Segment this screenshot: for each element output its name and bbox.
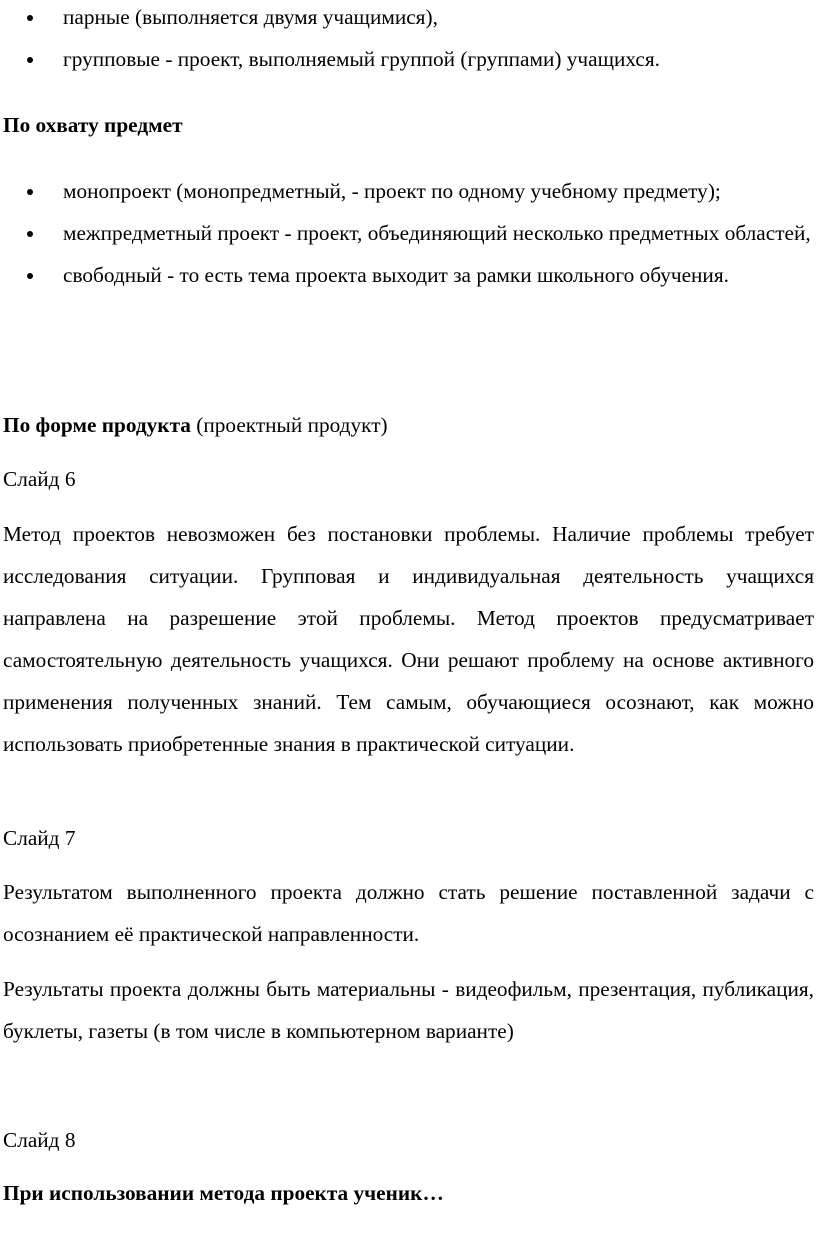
bullet-icon <box>27 273 33 279</box>
paragraph-result-1: Результатом выполненного проекта должно стать решение поставленной задачи с осознанием её практической направленности. <box>3 880 814 946</box>
paragraph-method: Метод проектов невозможен без постановки проблемы. Наличие проблемы требует исследования ситуации. Групповая и индивидуальная деятельность учащихся направлена на разрешение этой проблемы. Метод проектов предусматривает самостоятельную деятельность учащихся. Они решают проблему на основе активного применения полученных знаний. Тем самым, обучающиеся осознают, как можно использовать приобретенные знания в практической ситуации. <box>3 522 814 756</box>
bullet-icon <box>27 189 33 195</box>
list-item-text: свободный - то есть тема проекта выходит за рамки школьного обучения. <box>63 263 729 287</box>
heading-product-bold: По форме продукта <box>3 413 191 437</box>
list-item-text: монопроект (монопредметный, - проект по одному учебному предмету); <box>63 179 721 203</box>
list-item-text: межпредметный проект - проект, объединяющий несколько предметных областей, <box>63 221 811 245</box>
slide-6-label: Слайд 6 <box>3 467 76 491</box>
slide-8-label: Слайд 8 <box>3 1128 76 1152</box>
paragraph-result-2: Результаты проекта должны быть материальны - видеофильм, презентация, публикация, буклеты, газеты (в том числе в компьютерном варианте) <box>3 977 814 1043</box>
list-item-text: парные (выполняется двумя учащимися), <box>63 5 438 29</box>
slide-7-label: Слайд 7 <box>3 826 76 850</box>
participants-list <box>3 0 814 80</box>
list-item-text: групповые - проект, выполняемый группой (группами) учащихся. <box>63 47 660 71</box>
bullet-icon <box>27 57 33 63</box>
list-item <box>3 212 814 254</box>
heading-product-rest: (проектный продукт) <box>190 413 388 437</box>
list-item <box>3 38 814 80</box>
heading-student: При использовании метода проекта ученик… <box>3 1181 444 1205</box>
heading-scope: По охвату предмет <box>3 113 183 137</box>
bullet-icon <box>27 15 33 21</box>
list-item <box>3 0 814 38</box>
bullet-icon <box>27 231 33 237</box>
list-item <box>3 170 814 212</box>
heading-product <box>3 404 814 446</box>
scope-list <box>3 170 814 296</box>
list-item <box>3 254 814 296</box>
